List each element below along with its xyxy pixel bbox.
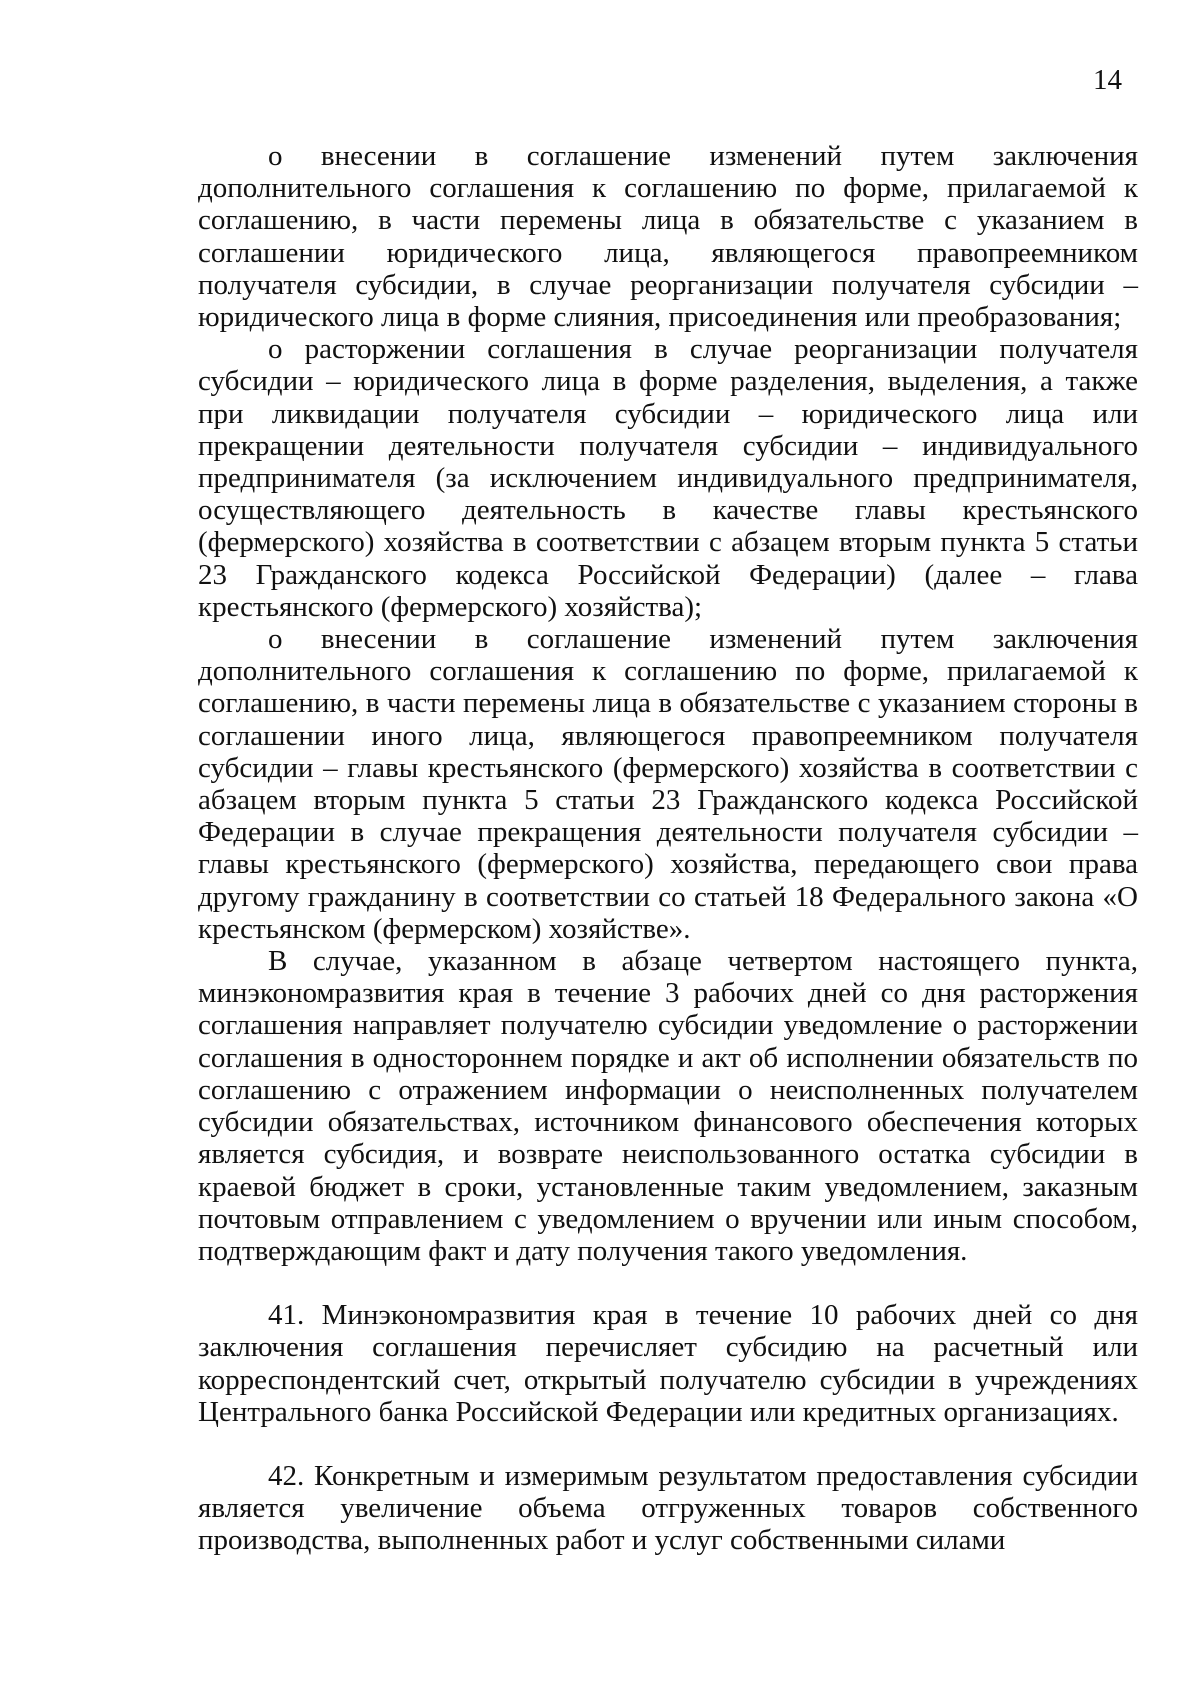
page-number: 14 [1093,64,1122,96]
paragraph-item-42: 42. Конкретным и измеримым результатом предоставления субсидии является увеличение объема отгруженных товаров собственного производства, выполненных работ и услуг собственными силами [198,1459,1138,1557]
paragraph-farm-successor-amendment: о внесении в соглашение изменений путем заключения дополнительного соглашения к соглашению по форме, прилагаемой к соглашению, в части перемены лица в обязательстве с указанием стороны в соглашении иного лица, являющегося правопреемником получателя субсидии – главы крестьянского (фермерского) хозяйства в соответствии с абзацем вторым пункта 5 статьи 23 Гражданского кодекса Российской Федерации в случае прекращения деятельности получателя субсидии – главы крестьянского (фермерского) хозяйства, передающего свои права другому гражданину в соответствии со статьей 18 Федерального закона «О крестьянском (фермерском) хозяйстве». [198,623,1138,945]
document-body [198,140,1138,1557]
paragraph-termination-notice: В случае, указанном в абзаце четвертом настоящего пункта, минэкономразвития края в течение 3 рабочих дней со дня расторжения соглашения направляет получателю субсидии уведомление о расторжении соглашения в одностороннем порядке и акт об исполнении обязательств по соглашению с отражением информации о неисполненных получателем субсидии обязательствах, источником финансового обеспечения которых является субсидия, и возврате неиспользованного остатка субсидии в краевой бюджет в сроки, установленные таким уведомлением, заказным почтовым отправлением с уведомлением о вручении или иным способом, подтверждающим факт и дату получения такого уведомления. [198,945,1138,1267]
paragraph-agreement-termination: о расторжении соглашения в случае реорганизации получателя субсидии – юридического лица в форме разделения, выделения, а также при ликвидации получателя субсидии – юридического лица или прекращении деятельности получателя субсидии – индивидуального предпринимателя (за исключением индивидуального предпринимателя, осуществляющего деятельность в качестве главы крестьянского (фермерского) хозяйства в соответствии с абзацем вторым пункта 5 статьи 23 Гражданского кодекса Российской Федерации) (далее – глава крестьянского (фермерского) хозяйства); [198,333,1138,623]
paragraph-item-41: 41. Минэкономразвития края в течение 10 рабочих дней со дня заключения соглашения перечисляет субсидию на расчетный или корреспондентский счет, открытый получателю субсидии в учреждениях Центрального банка Российской Федерации или кредитных организациях. [198,1299,1138,1428]
paragraph-merger-amendment: о внесении в соглашение изменений путем заключения дополнительного соглашения к соглашению по форме, прилагаемой к соглашению, в части перемены лица в обязательстве с указанием в соглашении юридического лица, являющегося правопреемником получателя субсидии, в случае реорганизации получателя субсидии – юридического лица в форме слияния, присоединения или преобразования; [198,140,1138,334]
